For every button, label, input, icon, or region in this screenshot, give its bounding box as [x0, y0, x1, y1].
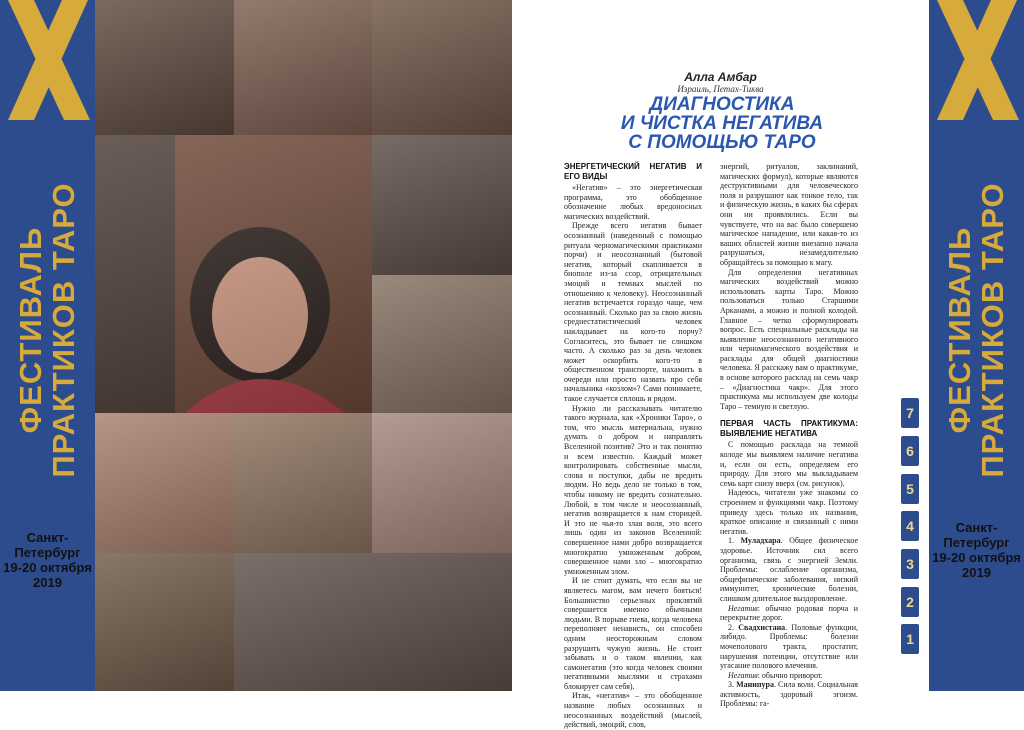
title-line-3: С ПОМОЩЬЮ ТАРО: [628, 132, 816, 153]
festival-title-line2: ПРАКТИКОВ ТАРО: [975, 182, 1010, 478]
page-tab-1[interactable]: 1: [901, 624, 919, 654]
article-column-1: [564, 162, 702, 730]
photo-market-stall: [95, 0, 234, 135]
title-line-2: И ЧИСТКА НЕГАТИВА: [620, 113, 824, 134]
festival-title-line2: ПРАКТИКОВ ТАРО: [46, 182, 81, 478]
chakra-item-3: 3. Манипура. Сила воли. Социальная активность, здоровый эгоизм. Проблемы: га-: [720, 680, 858, 709]
photo-woman-cards: [372, 135, 512, 275]
article-page: [512, 0, 929, 730]
photo-participants-table: [372, 0, 512, 135]
chakra-name-2: Свадхистана: [738, 622, 786, 632]
festival-location: [0, 530, 95, 590]
paragraph: И не стоит думать, что если вы не являетесь магом, вам нечего бояться! Большинство серьезных проклятий совершается именно обычными людьми. В порыве гнева, когда человека переполняет ненависть, он способен одним неосторожным словом разрушить чужую жизнь. Не стоит забывать и о таком явлении, как самонегатив (это когда человек своими негативными мыслями и страхами блокирует сам себя).: [564, 576, 702, 691]
page-tab-4[interactable]: 4: [901, 511, 919, 541]
page-tab-7[interactable]: 7: [901, 398, 919, 428]
photo-crowd: [234, 553, 512, 691]
x-logo-icon: [0, 0, 95, 120]
negative-label: Негатив: [728, 670, 758, 680]
title-line-1: ДИАГНОСТИКА: [649, 94, 795, 115]
chakra-desc-2: . Половые функции, либидо. Проблемы: болезни мочеполового тракта, простатит, нарушения потенции, отсутствие или угасание полового влечения.: [720, 622, 858, 671]
chakra-negative-2: [720, 671, 858, 681]
paragraph: С помощью расклада на темной колоде мы выявляем наличие негатива и, если он есть, определяем его природу. Для этого мы выкладываем семь карт снизу вверх (см. рисунок).: [720, 440, 858, 488]
festival-dates: 19-20 октября: [932, 550, 1021, 565]
right-banner: [929, 0, 1024, 691]
negative-label: Негатив: [728, 603, 758, 613]
author-location: Израиль, Петах-Тиква: [677, 84, 764, 94]
negative-text-1: : обычно родовая порча и перекрытие дорог.: [720, 603, 858, 623]
festival-title: [929, 140, 1024, 520]
festival-year: 2019: [33, 575, 62, 590]
photo-dark-haired-woman: [234, 413, 372, 553]
page-tab-3[interactable]: 3: [901, 549, 919, 579]
paragraph: «Негатив» – это энергетическая программа, это обобщенное обозначение любых вредоносных магических воздействий.: [564, 183, 702, 221]
chakra-name-3: Манипура: [736, 680, 774, 690]
negative-text-2: : обычно приворот.: [757, 670, 823, 680]
photo-young-woman-glasses: [372, 275, 512, 413]
chakra-name-1: Муладхара: [740, 536, 781, 546]
author-name: Алла Амбар: [684, 70, 757, 84]
page-tab-5[interactable]: 5: [901, 474, 919, 504]
paragraph: Итак, «негатив» – это обобщенное название любых осознанных и неосознанных воздействий (мыслей, действий, эмоций, слов,: [564, 691, 702, 730]
festival-city: Санкт-Петербург: [943, 520, 1010, 550]
photo-smiling-woman: [372, 413, 512, 553]
photo-blonde-woman: [95, 413, 234, 553]
section-heading-1: ЭНЕРГЕТИЧЕСКИЙ НЕГАТИВ И ЕГО ВИДЫ: [564, 162, 702, 181]
chakra-item-2: 2. Свадхистана. Половые функции, либидо. Проблемы: болезни мочеполового тракта, простатит, нарушения потенции, отсутствие или угасание полового влечения.: [720, 622, 858, 671]
festival-title: [0, 140, 95, 520]
paragraph: Для определения негативных магических воздействий можно использовать карты Таро. Можно пользоваться только Старшими Арканами, а можно и полной колодой. Главное – четко сформулировать вопрос. Есть специальные расклады на выявление неосознанного негативного или черномагического воздействия и расклады для общей диагностики человека. Я расскажу вам о практикуме, в основе которого расклад на семь чакр – «Диагностика чакр». Для этого практикума мы используем две колоды Таро – темную и светлую.: [720, 267, 858, 411]
festival-location: [929, 520, 1024, 580]
chakra-desc-1: . Общее физическое здоровье. Источник сил всего организма, связь с энергией Земли. Проблемы: ослабление организма, общефизические заболевания, низкий иммунитет, хронические болезни, слишком длительное выздоровление.: [720, 536, 858, 603]
x-logo-icon: [929, 0, 1024, 120]
festival-dates: 19-20 октября: [3, 560, 92, 575]
page-tab-6[interactable]: 6: [901, 436, 919, 466]
article-title: [572, 95, 872, 152]
paragraph: Прежде всего негатив бывает осознанный (наведенный с помощью ритуала черномагическими практиками порчи) и неосознанный (бытовой негатив, который скапливается в биополе из-за ссор, отрицательных эмоций и темных мыслей по отношению к человеку). Неосознанный негатив встречается гораздо чаще, чем осознанный. Сколько раз за свою жизнь среднестатистический человек накладывает на кого-то порчу? Согласитесь, это бывает не слишком часто. А сколько раз за день человек может оскорбить кого-то в общественном транспорте, нахамить в очереди или просто назвать про себя начальника «козлом»? Сами понимаете, такое случается сплошь и рядом.: [564, 221, 702, 404]
chakra-desc-3: . Сила воли. Социальная активность, здоровый эгоизм. Проблемы: га-: [720, 680, 858, 709]
festival-title-line1: ФЕСТИВАЛЬ: [942, 226, 977, 434]
chakra-item-1: 1. Муладхара. Общее физическое здоровье. Источник сил всего организма, связь с энергией Земли. Проблемы: ослабление организма, общефизические заболевания, низкий иммунитет, хронические болезни, слишком длительное выздоровление.: [720, 536, 858, 603]
photo-portrait-main: [95, 135, 372, 413]
festival-title-line1: ФЕСТИВАЛЬ: [13, 226, 48, 434]
paragraph: Нужно ли рассказывать читателю такого журнала, как «Хроники Таро», о том, что мысль материальна, нужно думать о добром и направлять Вселенной позитив? Это и так понятно и всем известно. Каждый может контролировать собственные мысли, слова и поступки, дабы не вредить людям. Но ведь дело не только в том, чтобы никому не вредить сознательно. Любой, в том числе и неосознанный, негатив возвращается к нам сторицей. И это не чья-то злая воля, это всего лишь один из законов Вселенной: совершенное нами добро возвращается многократно умноженным добром, совершенное нами зло – многократно умноженным злом.: [564, 403, 702, 576]
photo-woman-dark-hair: [234, 0, 372, 135]
festival-city: Санкт-Петербург: [14, 530, 81, 560]
article-column-2: [720, 162, 858, 709]
chakra-negative-1: [720, 604, 858, 623]
festival-year: 2019: [962, 565, 991, 580]
portrait-illustration: [95, 135, 372, 413]
paragraph: Надеюсь, читатели уже знакомы со строением и функциями чакр. Поэтому приведу здесь только их названия, краткое описание и связанный с ними негатив.: [720, 488, 858, 536]
page-tab-2[interactable]: 2: [901, 587, 919, 617]
section-heading-2: ПЕРВАЯ ЧАСТЬ ПРАКТИКУМА: ВЫЯВЛЕНИЕ НЕГАТИВА: [720, 419, 858, 438]
paragraph: энергий, ритуалов, заклинаний, магических формул), которые являются деструктивными для человеческого поля и разрушают как тонкое тело, так и физическую жизнь, в каких бы сферах они ни проявлялись. Если вы чувствуете, что на вас было совершено магическое нападение, или какая-то из ваших областей жизни внезапно начала разрушаться, незамедлительно обращайтесь за помощью к магу.: [720, 162, 858, 267]
left-banner: [0, 0, 95, 691]
photo-crystal-stall: [95, 553, 234, 691]
